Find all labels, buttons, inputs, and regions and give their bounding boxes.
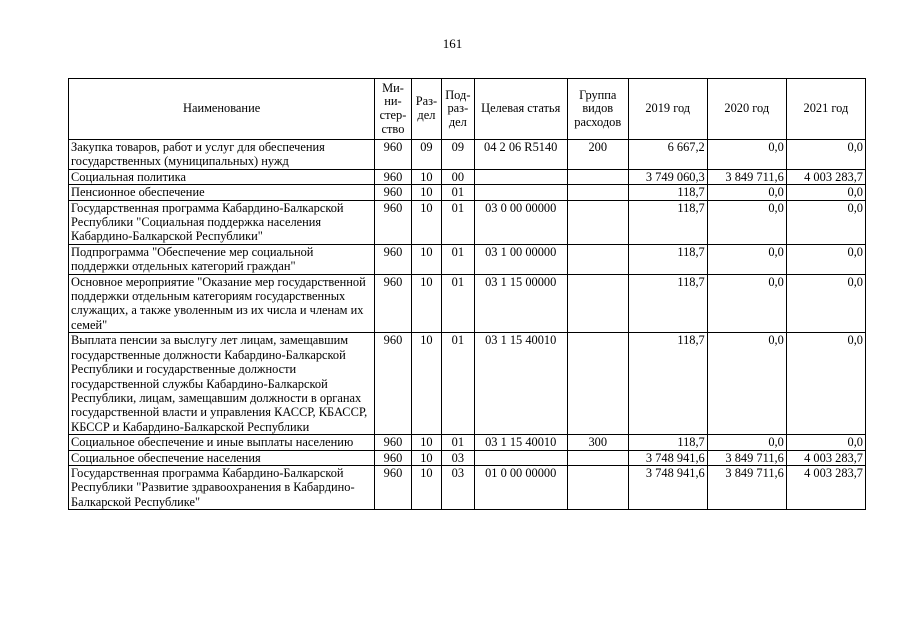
cell-2020: 0,0 — [707, 435, 786, 450]
header-section: Раз-дел — [411, 79, 441, 140]
cell-2019: 118,7 — [628, 185, 707, 200]
header-ministry: Ми-ни-стер-ство — [375, 79, 412, 140]
cell-target: 03 1 00 00000 — [474, 244, 567, 274]
cell-name: Социальное обеспечение населения — [69, 450, 375, 465]
cell-ministry: 960 — [375, 435, 412, 450]
cell-name: Выплата пенсии за выслугу лет лицам, замещавшим государственные должности Кабардино-Балкарской Республики и государственные должности государственной службы Кабардино-Балкарской Республики, лицам, замещавшим должности в органах государственной власти и управления КАССР, КБАССР, КБССР и Кабардино-Балкарской Республики — [69, 333, 375, 435]
cell-ministry: 960 — [375, 200, 412, 244]
cell-section: 10 — [411, 169, 441, 184]
cell-subsection: 01 — [442, 274, 474, 333]
cell-2019: 3 748 941,6 — [628, 465, 707, 509]
cell-name: Основное мероприятие "Оказание мер государственной поддержки отдельным категориям государственных служащих, а также уволенным из их числа и членам их семей" — [69, 274, 375, 333]
header-group: Группа видов расходов — [567, 79, 628, 140]
table-row — [69, 450, 866, 465]
cell-target — [474, 450, 567, 465]
cell-subsection: 03 — [442, 450, 474, 465]
cell-2020: 0,0 — [707, 244, 786, 274]
header-name: Наименование — [69, 79, 375, 140]
cell-target: 01 0 00 00000 — [474, 465, 567, 509]
cell-2020: 0,0 — [707, 140, 786, 170]
cell-2021: 0,0 — [786, 333, 865, 435]
header-2019: 2019 год — [628, 79, 707, 140]
cell-subsection: 00 — [442, 169, 474, 184]
header-target: Целевая статья — [474, 79, 567, 140]
cell-ministry: 960 — [375, 244, 412, 274]
cell-2021: 0,0 — [786, 274, 865, 333]
page-number: 161 — [442, 36, 463, 51]
cell-group — [567, 465, 628, 509]
cell-target: 03 1 15 40010 — [474, 435, 567, 450]
cell-2021: 0,0 — [786, 200, 865, 244]
cell-2020: 3 849 711,6 — [707, 169, 786, 184]
cell-subsection: 01 — [442, 244, 474, 274]
header-row — [69, 79, 866, 140]
cell-ministry: 960 — [375, 169, 412, 184]
cell-subsection: 01 — [442, 333, 474, 435]
cell-2020: 3 849 711,6 — [707, 465, 786, 509]
cell-section: 10 — [411, 200, 441, 244]
cell-2020: 0,0 — [707, 200, 786, 244]
cell-ministry: 960 — [375, 185, 412, 200]
table-row — [69, 169, 866, 184]
cell-target — [474, 185, 567, 200]
cell-ministry: 960 — [375, 465, 412, 509]
cell-2020: 0,0 — [707, 185, 786, 200]
cell-2021: 0,0 — [786, 435, 865, 450]
cell-target: 03 0 00 00000 — [474, 200, 567, 244]
table-row — [69, 185, 866, 200]
cell-2019: 118,7 — [628, 435, 707, 450]
cell-2020: 0,0 — [707, 274, 786, 333]
cell-name: Закупка товаров, работ и услуг для обеспечения государственных (муниципальных) нужд — [69, 140, 375, 170]
cell-section: 10 — [411, 185, 441, 200]
cell-ministry: 960 — [375, 333, 412, 435]
cell-2021: 0,0 — [786, 244, 865, 274]
cell-target: 03 1 15 00000 — [474, 274, 567, 333]
cell-target: 03 1 15 40010 — [474, 333, 567, 435]
cell-ministry: 960 — [375, 140, 412, 170]
cell-group: 300 — [567, 435, 628, 450]
cell-group — [567, 333, 628, 435]
cell-group — [567, 185, 628, 200]
cell-section: 10 — [411, 450, 441, 465]
table-body — [69, 140, 866, 510]
cell-2021: 0,0 — [786, 185, 865, 200]
cell-2019: 3 749 060,3 — [628, 169, 707, 184]
cell-name: Подпрограмма "Обеспечение мер социальной поддержки отдельных категорий граждан" — [69, 244, 375, 274]
budget-table — [68, 78, 866, 510]
cell-section: 10 — [411, 244, 441, 274]
table-row — [69, 435, 866, 450]
table-row — [69, 244, 866, 274]
cell-section: 09 — [411, 140, 441, 170]
cell-2019: 6 667,2 — [628, 140, 707, 170]
cell-subsection: 03 — [442, 465, 474, 509]
cell-group — [567, 244, 628, 274]
cell-2020: 3 849 711,6 — [707, 450, 786, 465]
cell-name: Социальная политика — [69, 169, 375, 184]
cell-2021: 4 003 283,7 — [786, 169, 865, 184]
table-row — [69, 333, 866, 435]
header-subsection: Под-раз-дел — [442, 79, 474, 140]
cell-name: Государственная программа Кабардино-Балкарской Республики "Социальная поддержка населения Кабардино-Балкарской Республики" — [69, 200, 375, 244]
cell-section: 10 — [411, 435, 441, 450]
cell-group — [567, 450, 628, 465]
cell-ministry: 960 — [375, 274, 412, 333]
cell-2019: 118,7 — [628, 200, 707, 244]
cell-subsection: 01 — [442, 185, 474, 200]
table-row — [69, 274, 866, 333]
cell-subsection: 01 — [442, 200, 474, 244]
cell-target — [474, 169, 567, 184]
cell-name: Социальное обеспечение и иные выплаты населению — [69, 435, 375, 450]
cell-2021: 4 003 283,7 — [786, 450, 865, 465]
cell-2019: 118,7 — [628, 244, 707, 274]
cell-2020: 0,0 — [707, 333, 786, 435]
table-row — [69, 140, 866, 170]
cell-2019: 118,7 — [628, 333, 707, 435]
cell-2021: 0,0 — [786, 140, 865, 170]
cell-section: 10 — [411, 465, 441, 509]
cell-target: 04 2 06 R5140 — [474, 140, 567, 170]
cell-group — [567, 274, 628, 333]
cell-subsection: 01 — [442, 435, 474, 450]
cell-group — [567, 200, 628, 244]
header-2021: 2021 год — [786, 79, 865, 140]
cell-group — [567, 169, 628, 184]
header-2020: 2020 год — [707, 79, 786, 140]
cell-section: 10 — [411, 333, 441, 435]
cell-2019: 3 748 941,6 — [628, 450, 707, 465]
cell-2019: 118,7 — [628, 274, 707, 333]
cell-ministry: 960 — [375, 450, 412, 465]
cell-subsection: 09 — [442, 140, 474, 170]
cell-name: Пенсионное обеспечение — [69, 185, 375, 200]
table-row — [69, 200, 866, 244]
table-row — [69, 465, 866, 509]
cell-2021: 4 003 283,7 — [786, 465, 865, 509]
cell-section: 10 — [411, 274, 441, 333]
cell-name: Государственная программа Кабардино-Балкарской Республики "Развитие здравоохранения в Кабардино-Балкарской Республике" — [69, 465, 375, 509]
cell-group: 200 — [567, 140, 628, 170]
